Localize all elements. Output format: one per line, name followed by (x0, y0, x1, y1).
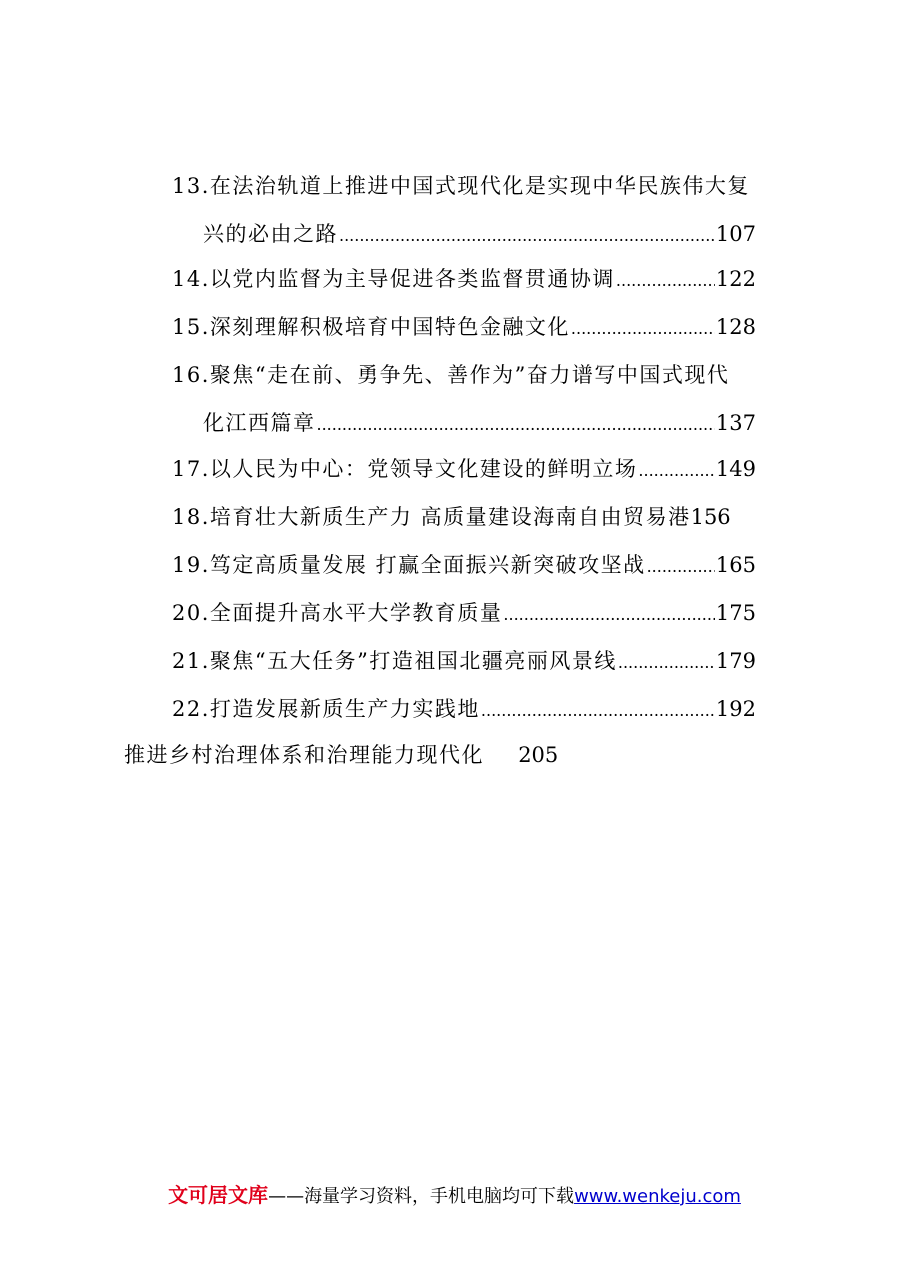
toc-entry-18[interactable] (172, 501, 756, 533)
dot-leader (317, 409, 715, 441)
dot-leader (571, 313, 715, 345)
toc-page-number: 205 (518, 743, 559, 767)
toc-entry-14[interactable] (172, 263, 756, 297)
dot-leader (618, 647, 715, 679)
toc-entry-20[interactable] (172, 597, 756, 631)
toc-entry-title-line2: 兴的必由之路 (203, 222, 338, 246)
dot-leader (616, 265, 715, 297)
brand-name: 文可居文库 (168, 1183, 269, 1207)
footer-banner (0, 1180, 909, 1212)
toc-page-number: 156 (690, 505, 731, 529)
website-link[interactable]: www.wenkeju.com (574, 1186, 741, 1207)
toc-page-number: 128 (715, 315, 756, 339)
dot-leader (638, 455, 715, 487)
toc-entry-17[interactable] (172, 453, 756, 487)
toc-entry-title-line2-row (172, 407, 756, 441)
toc-entry-title-line1: 16.聚焦“走在前、勇争先、善作为”奋力谱写中国式现代 (172, 363, 730, 387)
toc-page-number: 192 (715, 697, 756, 721)
toc-entry-13[interactable] (172, 170, 756, 252)
footer-tagline: ——海量学习资料，手机电脑均可下载 (268, 1186, 575, 1207)
toc-entry-title: 21.聚焦“五大任务”打造祖国北疆亮丽风景线 (172, 649, 617, 673)
dot-leader (503, 599, 715, 631)
toc-entry-21[interactable] (172, 645, 756, 679)
toc-page-number: 165 (715, 553, 756, 577)
toc-entry-title: 推进乡村治理体系和治理能力现代化 (124, 743, 484, 767)
toc-entry-title: 19.笃定高质量发展 打赢全面振兴新突破攻坚战 (172, 553, 646, 577)
toc-entry-title: 22.打造发展新质生产力实践地 (172, 697, 480, 721)
toc-entry-16[interactable] (172, 359, 756, 441)
toc-entry-extra[interactable] (124, 739, 558, 771)
toc-entry-title-line2: 化江西篇章 (203, 411, 316, 435)
toc-entry-22[interactable] (172, 693, 756, 727)
toc-page-number: 175 (715, 601, 756, 625)
toc-page-number: 137 (715, 411, 756, 435)
toc-entry-title: 15.深刻理解积极培育中国特色金融文化 (172, 315, 570, 339)
toc-entry-15[interactable] (172, 311, 756, 345)
dot-leader (481, 695, 715, 727)
toc-page-number: 122 (715, 267, 756, 291)
toc-page-number: 107 (715, 222, 756, 246)
toc-page-number: 179 (715, 649, 756, 673)
toc-entry-title: 17.以人民为中心：党领导文化建设的鲜明立场 (172, 457, 638, 481)
dot-leader (339, 220, 715, 252)
dot-leader (647, 551, 715, 583)
toc-entry-title: 20.全面提升高水平大学教育质量 (172, 601, 503, 625)
toc-entry-19[interactable] (172, 549, 756, 583)
toc-page-number: 149 (715, 457, 756, 481)
toc-entry-title: 14.以党内监督为主导促进各类监督贯通协调 (172, 267, 615, 291)
toc-entry-title: 18.培育壮大新质生产力 高质量建设海南自由贸易港 (172, 505, 691, 529)
toc-entry-title-line1: 13.在法治轨道上推进中国式现代化是实现中华民族伟大复 (172, 174, 750, 198)
toc-entry-title-line2-row (172, 218, 756, 252)
